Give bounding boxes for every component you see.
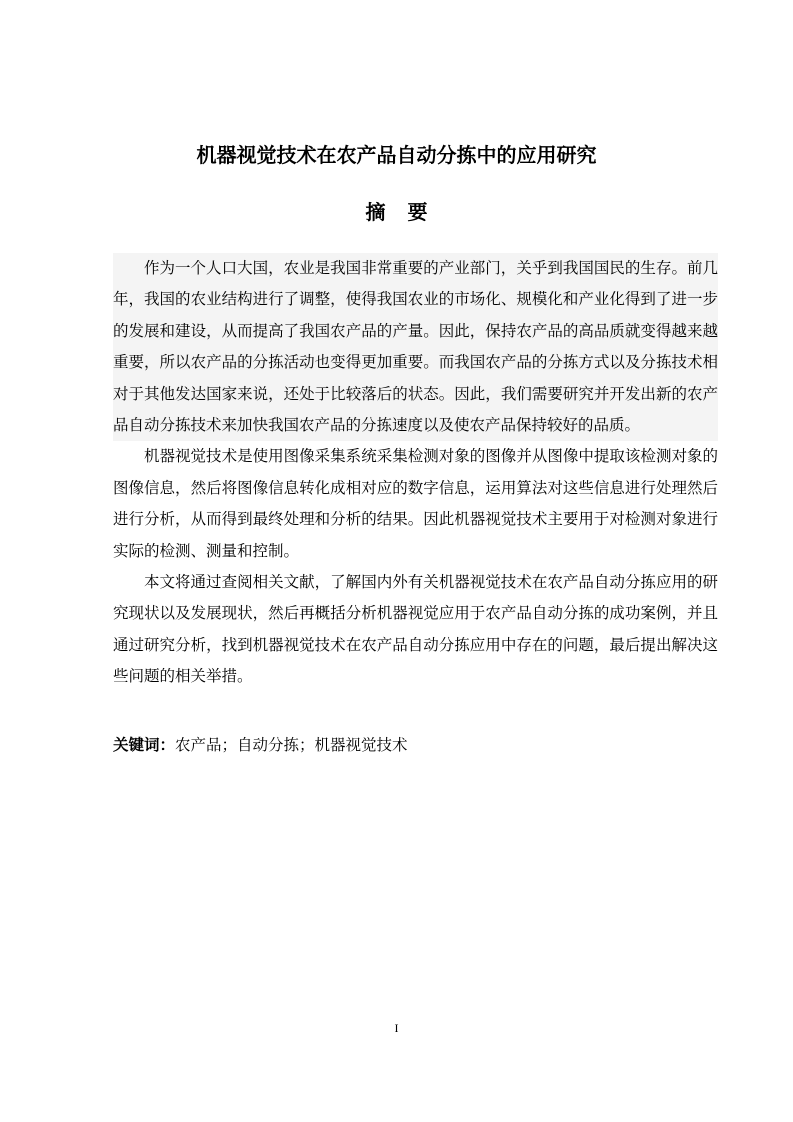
abstract-heading: 摘要: [365, 200, 450, 224]
abstract-body: [113, 253, 718, 693]
keywords-line: [113, 730, 408, 761]
abstract-paragraph-3: 本文将通过查阅相关文献，了解国内外有关机器视觉技术在农产品自动分拣应用的研究现状以及发展现状，然后再概括分析机器视觉应用于农产品自动分拣的成功案例，并且通过研究分析，找到机器视觉技术在农产品自动分拣应用中存在的问题，最后提出解决这些问题的相关举措。: [113, 573, 718, 686]
abstract-paragraph-1: 作为一个人口大国，农业是我国非常重要的产业部门，关乎到我国国民的生存。前几年，我国的农业结构进行了调整，使得我国农业的市场化、规模化和产业化得到了进一步的发展和建设，从而提高了我国农产品的产量。因此，保持农产品的高品质就变得越来越重要，所以农产品的分拣活动也变得更加重要。而我国农产品的分拣方式以及分拣技术相对于其他发达国家来说，还处于比较落后的状态。因此，我们需要研究并开发出新的农产品自动分拣技术来加快我国农产品的分拣速度以及使农产品保持较好的品质。: [113, 253, 718, 441]
document-title: 机器视觉技术在农产品自动分拣中的应用研究: [196, 143, 597, 167]
page-number: I: [394, 1021, 399, 1035]
abstract-paragraph-2: 机器视觉技术是使用图像采集系统采集检测对象的图像并从图像中提取该检测对象的图像信息，然后将图像信息转化成相对应的数字信息，运用算法对这些信息进行处理然后进行分析，从而得到最终处理和分析的结果。因此机器视觉技术主要用于对检测对象进行实际的检测、测量和控制。: [113, 447, 718, 560]
keywords-label: 关键词：: [113, 736, 176, 754]
keywords-list: 农产品；自动分拣；机器视觉技术: [175, 736, 408, 754]
